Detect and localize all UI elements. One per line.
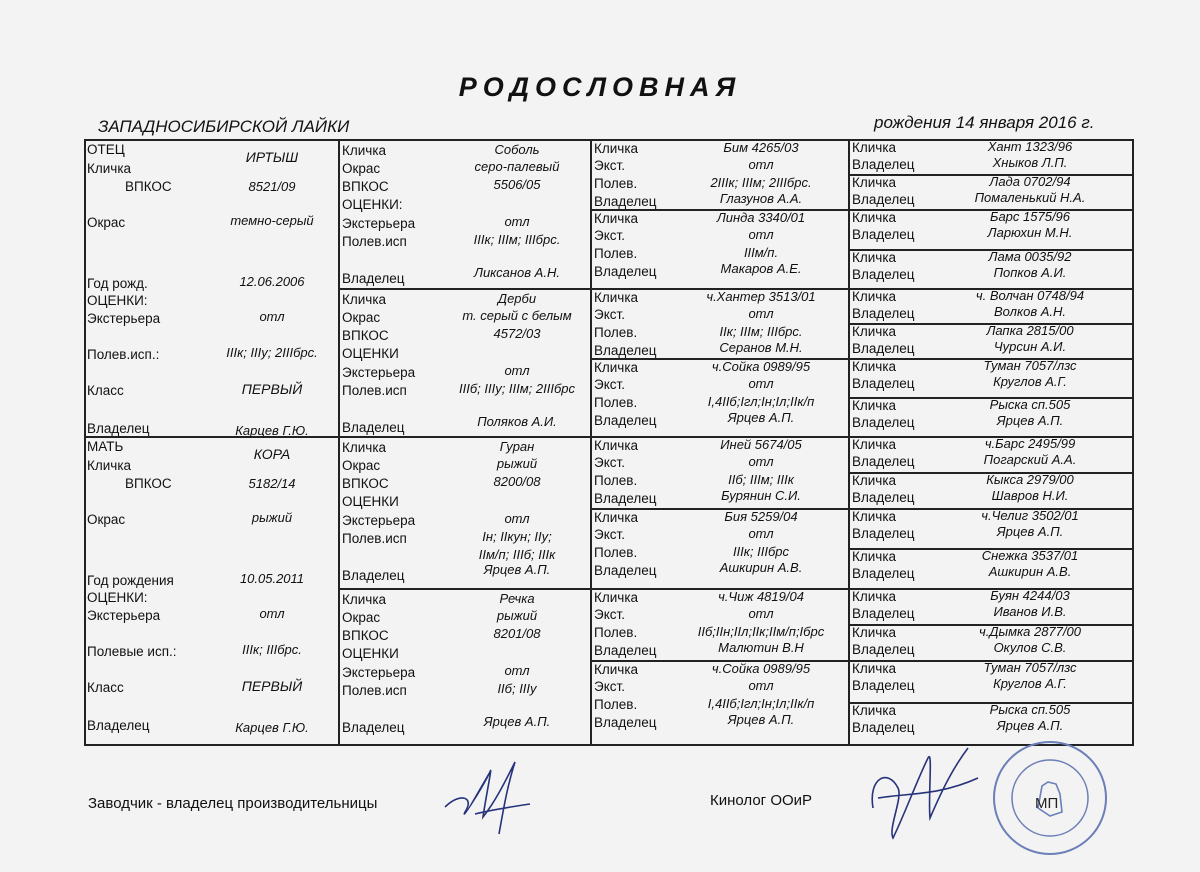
gggp-name-label: Кличка bbox=[852, 549, 897, 564]
gggp-owner: Иванов И.В. bbox=[993, 604, 1067, 619]
gggp-name: Барс 1575/96 bbox=[989, 209, 1071, 224]
grandparent-vpkos-label: ВПКОС bbox=[342, 328, 389, 343]
grandparent-field-label: Полев.исп bbox=[342, 383, 407, 398]
gggp-name: Хант 1323/96 bbox=[987, 139, 1073, 154]
grandparent-field: IIIб; IIIу; IIIм; 2IIIбрс bbox=[458, 381, 575, 396]
ggp-name: ч.Сойка 0989/95 bbox=[711, 359, 811, 374]
grandparent-name: Дерби bbox=[497, 291, 537, 306]
gggp-name-label: Кличка bbox=[852, 509, 897, 524]
ggp-ext-label: Экст. bbox=[594, 307, 625, 322]
gggp-name-label: Кличка bbox=[852, 625, 897, 640]
ggp-name-label: Кличка bbox=[594, 438, 639, 453]
grandparent-ocenki-label: ОЦЕНКИ: bbox=[342, 197, 403, 212]
gggp-name: Рыска сп.505 bbox=[989, 397, 1071, 412]
grandparent-field-label: Полев.исп bbox=[342, 234, 407, 249]
gggp-owner-label: Владелец bbox=[852, 376, 915, 391]
ggp-name-label: Кличка bbox=[594, 662, 639, 677]
ggp-field: 2IIIк; IIIм; 2IIIбрс. bbox=[710, 175, 812, 190]
ggp-owner: Ярцев А.П. bbox=[727, 712, 795, 727]
father-class: ПЕРВЫЙ bbox=[241, 381, 303, 397]
ggp-field-label: Полев. bbox=[594, 325, 638, 340]
grandparent-ext: отл bbox=[504, 363, 530, 378]
ggp-name-label: Кличка bbox=[594, 510, 639, 525]
ggp-field: IIк; IIIм; IIIбрс. bbox=[719, 324, 803, 339]
gggp-name-label: Кличка bbox=[852, 324, 897, 339]
father-owner: Карцев Г.Ю. bbox=[235, 423, 309, 438]
birth-date-header: рождения 14 января 2016 г. bbox=[874, 113, 1095, 132]
grandparent-ocenki-label: ОЦЕНКИ bbox=[342, 346, 399, 361]
grandparent-name-label: Кличка bbox=[342, 440, 387, 455]
table-left-border bbox=[84, 139, 86, 744]
gggp-owner-label: Владелец bbox=[852, 566, 915, 581]
ggp-ext-label: Экст. bbox=[594, 527, 625, 542]
grandparent-vpkos-label: ВПКОС bbox=[342, 179, 389, 194]
ggp-owner-label: Владелец bbox=[594, 194, 657, 209]
ggp-ext-label: Экст. bbox=[594, 455, 625, 470]
mother-vpkos: 5182/14 bbox=[248, 476, 296, 491]
father-heading: ОТЕЦ bbox=[87, 142, 125, 157]
gggp-owner: Круглов А.Г. bbox=[993, 374, 1067, 389]
grandparent-color: т. серый с белым bbox=[462, 308, 572, 323]
gggp-owner-label: Владелец bbox=[852, 490, 915, 505]
ggp-name-label: Кличка bbox=[594, 360, 639, 375]
ggp-name: ч.Сойка 0989/95 bbox=[711, 661, 811, 676]
grandparent-color-label: Окрас bbox=[342, 458, 381, 473]
grandparent-name: Речка bbox=[499, 591, 535, 606]
breeder-signature-label: Заводчик - владелец производительницы bbox=[88, 795, 378, 812]
mother-birth-label: Год рождения bbox=[87, 573, 174, 588]
grandparent-owner: Поляков А.И. bbox=[477, 414, 557, 429]
gggp-name-label: Кличка bbox=[852, 589, 897, 604]
ggp-owner: Бурянин С.И. bbox=[721, 488, 801, 503]
page-title: РОДОСЛОВНАЯ bbox=[458, 72, 742, 102]
grandparent-color: серо-палевый bbox=[474, 159, 560, 174]
grandparent-name-label: Кличка bbox=[342, 143, 387, 158]
ggp-ext: отл bbox=[748, 157, 774, 172]
ggp-field-label: Полев. bbox=[594, 246, 638, 261]
grandparent-name: Соболь bbox=[494, 142, 540, 157]
ggp-ext-label: Экст. bbox=[594, 607, 625, 622]
grandparent-owner: Ярцев А.П. bbox=[483, 562, 551, 577]
grandparent-vpkos: 8201/08 bbox=[493, 626, 541, 641]
gggp-owner: Шавров Н.И. bbox=[991, 488, 1069, 503]
gggp-owner: Погарский А.А. bbox=[983, 452, 1077, 467]
ggp-field: I,4IIб;Iгл;Iн;Iл;IIк/п bbox=[707, 394, 815, 409]
mother-owner: Карцев Г.Ю. bbox=[235, 720, 309, 735]
gggp-name: ч.Дымка 2877/00 bbox=[979, 624, 1081, 639]
father-field-label: Полев.исп.: bbox=[87, 347, 160, 362]
gggp-name: ч.Челиг 3502/01 bbox=[981, 508, 1079, 523]
breed-subtitle: ЗАПАДНОСИБИРСКОЙ ЛАЙКИ bbox=[98, 117, 350, 136]
grandparent-owner-label: Владелец bbox=[342, 420, 405, 435]
father-class-label: Класс bbox=[87, 383, 124, 398]
ggp-ext: отл bbox=[748, 376, 774, 391]
gggp-name: Лада 0702/94 bbox=[989, 174, 1071, 189]
ggp-owner: Макаров А.Е. bbox=[720, 261, 802, 276]
gggp-owner: Ярцев А.П. bbox=[996, 524, 1064, 539]
ggp-owner-label: Владелец bbox=[594, 343, 657, 358]
grandparent-ext: отл bbox=[504, 511, 530, 526]
gggp-owner-label: Владелец bbox=[852, 157, 915, 172]
gggp-owner-label: Владелец bbox=[852, 454, 915, 469]
gggp-owner: Помаленький Н.А. bbox=[974, 190, 1086, 205]
grandparent-color: рыжий bbox=[496, 608, 538, 623]
ggp-ext: отл bbox=[748, 306, 774, 321]
breeder-signature bbox=[435, 752, 545, 842]
gggp-owner: Чурсин А.И. bbox=[993, 339, 1067, 354]
gggp-owner-label: Владелец bbox=[852, 720, 915, 735]
father-ext-label: Экстерьера bbox=[87, 311, 161, 326]
gggp-name-label: Кличка bbox=[852, 140, 897, 155]
ggp-ext-label: Экст. bbox=[594, 377, 625, 392]
gggp-name: Лама 0035/92 bbox=[988, 249, 1072, 264]
gggp-owner: Ларюхин М.Н. bbox=[987, 225, 1073, 240]
ggp-owner-label: Владелец bbox=[594, 643, 657, 658]
grandparent-ocenki-label: ОЦЕНКИ bbox=[342, 646, 399, 661]
cynologist-signature-label: Кинолог ООиР bbox=[710, 792, 813, 809]
gggp-name-label: Кличка bbox=[852, 289, 897, 304]
gggp-name: ч.Барс 2495/99 bbox=[984, 436, 1076, 451]
ggp-field: IIIм/п. bbox=[743, 245, 779, 260]
gggp-owner-label: Владелец bbox=[852, 606, 915, 621]
father-name-label: Кличка bbox=[87, 161, 132, 176]
father-field: IIIк; IIIу; 2IIIбрс. bbox=[226, 345, 318, 360]
father-birth: 12.06.2006 bbox=[239, 274, 305, 289]
ggp-ext-label: Экст. bbox=[594, 679, 625, 694]
ggp-ext: отл bbox=[748, 606, 774, 621]
gggp-name-label: Кличка bbox=[852, 703, 897, 718]
ggp-name-label: Кличка bbox=[594, 290, 639, 305]
mother-field-label: Полевые исп.: bbox=[87, 644, 177, 659]
ggp-name-label: Кличка bbox=[594, 211, 639, 226]
gggp-owner: Ярцев А.П. bbox=[996, 718, 1064, 733]
father-vpkos: 8521/09 bbox=[248, 179, 296, 194]
ggp-name: ч.Чиж 4819/04 bbox=[718, 589, 804, 604]
ggp-field-label: Полев. bbox=[594, 473, 638, 488]
grandparent-vpkos: 8200/08 bbox=[493, 474, 541, 489]
mother-birth: 10.05.2011 bbox=[239, 571, 305, 586]
mother-name: КОРА bbox=[253, 446, 291, 462]
grandparent-ext-label: Экстерьера bbox=[342, 365, 416, 380]
ggp-owner: Серанов М.Н. bbox=[719, 340, 803, 355]
mother-heading: МАТЬ bbox=[87, 439, 124, 454]
gggp-owner-label: Владелец bbox=[852, 642, 915, 657]
mother-class-label: Класс bbox=[87, 680, 124, 695]
ggp-field-label: Полев. bbox=[594, 697, 638, 712]
grandparent-field: IIб; IIIу bbox=[497, 681, 537, 696]
grandparent-ext: отл bbox=[504, 663, 530, 678]
father-vpkos-label: ВПКОС bbox=[125, 179, 172, 194]
grandparent-owner-label: Владелец bbox=[342, 568, 405, 583]
gggp-name-label: Кличка bbox=[852, 398, 897, 413]
grandparent-name-label: Кличка bbox=[342, 592, 387, 607]
grandparent-field-label: Полев.исп bbox=[342, 683, 407, 698]
ggp-owner-label: Владелец bbox=[594, 563, 657, 578]
ggp-ext: отл bbox=[748, 526, 774, 541]
gggp-name-label: Кличка bbox=[852, 359, 897, 374]
ggp-field-label: Полев. bbox=[594, 395, 638, 410]
ggp-name-label: Кличка bbox=[594, 590, 639, 605]
father-color: темно-серый bbox=[230, 213, 314, 228]
ggp-name: ч.Хантер 3513/01 bbox=[706, 289, 816, 304]
gggp-owner-label: Владелец bbox=[852, 227, 915, 242]
grandparent-ext-label: Экстерьера bbox=[342, 513, 416, 528]
father-name: ИРТЫШ bbox=[245, 149, 299, 165]
gggp-owner: Ашкирин А.В. bbox=[988, 564, 1072, 579]
ggp-name: Бия 5259/04 bbox=[724, 509, 798, 524]
ggp-name: Бим 4265/03 bbox=[723, 140, 799, 155]
grandparent-field: IIIк; IIIм; IIIбрс. bbox=[473, 232, 561, 247]
gggp-owner: Хныков Л.П. bbox=[992, 155, 1068, 170]
father-color-label: Окрас bbox=[87, 215, 126, 230]
grandparent-ocenki-label: ОЦЕНКИ bbox=[342, 494, 399, 509]
gggp-name-label: Кличка bbox=[852, 661, 897, 676]
gggp-owner-label: Владелец bbox=[852, 341, 915, 356]
ggp-field-label: Полев. bbox=[594, 625, 638, 640]
grandparent-owner-label: Владелец bbox=[342, 720, 405, 735]
gggp-name: Кыкса 2979/00 bbox=[986, 472, 1074, 487]
stamp-label: МП bbox=[1035, 795, 1059, 812]
ggp-owner: Малютин В.Н bbox=[718, 640, 804, 655]
ggp-field-label: Полев. bbox=[594, 176, 638, 191]
gggp-owner: Окулов С.В. bbox=[993, 640, 1067, 655]
ggp-owner-label: Владелец bbox=[594, 491, 657, 506]
father-ocenki-label: ОЦЕНКИ: bbox=[87, 293, 148, 308]
ggp-owner-label: Владелец bbox=[594, 413, 657, 428]
grandparent-vpkos-label: ВПКОС bbox=[342, 476, 389, 491]
gggp-owner: Волков А.Н. bbox=[994, 304, 1066, 319]
ggp-field: IIб; IIIм; IIIк bbox=[728, 472, 794, 487]
mother-field: IIIк; IIIбрс. bbox=[242, 642, 302, 657]
ggp-ext-label: Экст. bbox=[594, 228, 625, 243]
gggp-name: ч. Волчан 0748/94 bbox=[975, 288, 1085, 303]
grandparent-color-label: Окрас bbox=[342, 610, 381, 625]
ggp-name: Линда 3340/01 bbox=[716, 210, 806, 225]
ggp-field-label: Полев. bbox=[594, 545, 638, 560]
mother-class: ПЕРВЫЙ bbox=[241, 678, 303, 694]
grandparent-owner: Ярцев А.П. bbox=[483, 714, 551, 729]
mother-color-label: Окрас bbox=[87, 512, 126, 527]
father-ext: отл bbox=[259, 309, 285, 324]
gggp-name-label: Кличка bbox=[852, 473, 897, 488]
ggp-owner-label: Владелец bbox=[594, 715, 657, 730]
gggp-name: Рыска сп.505 bbox=[989, 702, 1071, 717]
ggp-ext-label: Экст. bbox=[594, 158, 625, 173]
ggp-field: IIб;IIн;IIл;IIк;IIм/п;Iбрс bbox=[697, 624, 825, 639]
ggp-field: IIIк; IIIбрс bbox=[732, 544, 790, 559]
gggp-name: Туман 7057/лзс bbox=[983, 660, 1077, 675]
gggp-owner: Попков А.И. bbox=[993, 265, 1067, 280]
grandparent-ext-label: Экстерьера bbox=[342, 216, 416, 231]
gggp-owner-label: Владелец bbox=[852, 192, 915, 207]
grandparent-ext: отл bbox=[504, 214, 530, 229]
father-owner-label: Владелец bbox=[87, 421, 150, 436]
gggp-owner-label: Владелец bbox=[852, 267, 915, 282]
gggp-owner-label: Владелец bbox=[852, 526, 915, 541]
gggp-name-label: Кличка bbox=[852, 210, 897, 225]
ggp-ext: отл bbox=[748, 678, 774, 693]
grandparent-field: Iн; IIкун; IIу; bbox=[482, 529, 552, 544]
grandparent-vpkos: 5506/05 bbox=[493, 177, 541, 192]
ggp-field: I,4IIб;Iгл;Iн;Iл;IIк/п bbox=[707, 696, 815, 711]
gggp-name: Лапка 2815/00 bbox=[986, 323, 1074, 338]
gggp-owner-label: Владелец bbox=[852, 415, 915, 430]
gggp-name: Снежка 3537/01 bbox=[981, 548, 1079, 563]
gggp-name-label: Кличка bbox=[852, 250, 897, 265]
grandparent-field-2: IIм/п; IIIб; IIIк bbox=[478, 547, 556, 562]
grandparent-color: рыжий bbox=[496, 456, 538, 471]
gggp-name-label: Кличка bbox=[852, 175, 897, 190]
ggp-name: Иней 5674/05 bbox=[720, 437, 802, 452]
grandparent-field-label: Полев.исп bbox=[342, 531, 407, 546]
ggp-owner-label: Владелец bbox=[594, 264, 657, 279]
mother-ext: отл bbox=[259, 606, 285, 621]
grandparent-name-label: Кличка bbox=[342, 292, 387, 307]
grandparent-color-label: Окрас bbox=[342, 310, 381, 325]
grandparent-ext-label: Экстерьера bbox=[342, 665, 416, 680]
gggp-owner-label: Владелец bbox=[852, 306, 915, 321]
ggp-name-label: Кличка bbox=[594, 141, 639, 156]
cynologist-signature bbox=[858, 738, 988, 848]
mother-name-label: Кличка bbox=[87, 458, 132, 473]
mother-vpkos-label: ВПКОС bbox=[125, 476, 172, 491]
gggp-name: Туман 7057/лзс bbox=[983, 358, 1077, 373]
gggp-name: Буян 4244/03 bbox=[990, 588, 1070, 603]
grandparent-owner-label: Владелец bbox=[342, 271, 405, 286]
mother-ocenki-label: ОЦЕНКИ: bbox=[87, 590, 148, 605]
mother-owner-label: Владелец bbox=[87, 718, 150, 733]
ggp-owner: Ашкирин А.В. bbox=[719, 560, 803, 575]
mother-color: рыжий bbox=[251, 510, 293, 525]
grandparent-name: Гуран bbox=[499, 439, 535, 454]
father-birth-label: Год рожд. bbox=[87, 276, 148, 291]
gggp-name-label: Кличка bbox=[852, 437, 897, 452]
ggp-owner: Глазунов А.А. bbox=[719, 191, 803, 206]
ggp-owner: Ярцев А.П. bbox=[727, 410, 795, 425]
gggp-owner-label: Владелец bbox=[852, 678, 915, 693]
ggp-ext: отл bbox=[748, 454, 774, 469]
ggp-ext: отл bbox=[748, 227, 774, 242]
grandparent-color-label: Окрас bbox=[342, 161, 381, 176]
grandparent-owner: Ликсанов А.Н. bbox=[474, 265, 560, 280]
grandparent-vpkos: 4572/03 bbox=[493, 326, 541, 341]
mother-ext-label: Экстерьера bbox=[87, 608, 161, 623]
grandparent-vpkos-label: ВПКОС bbox=[342, 628, 389, 643]
stamp bbox=[990, 738, 1110, 858]
gggp-owner: Ярцев А.П. bbox=[996, 413, 1064, 428]
gggp-owner: Круглов А.Г. bbox=[993, 676, 1067, 691]
